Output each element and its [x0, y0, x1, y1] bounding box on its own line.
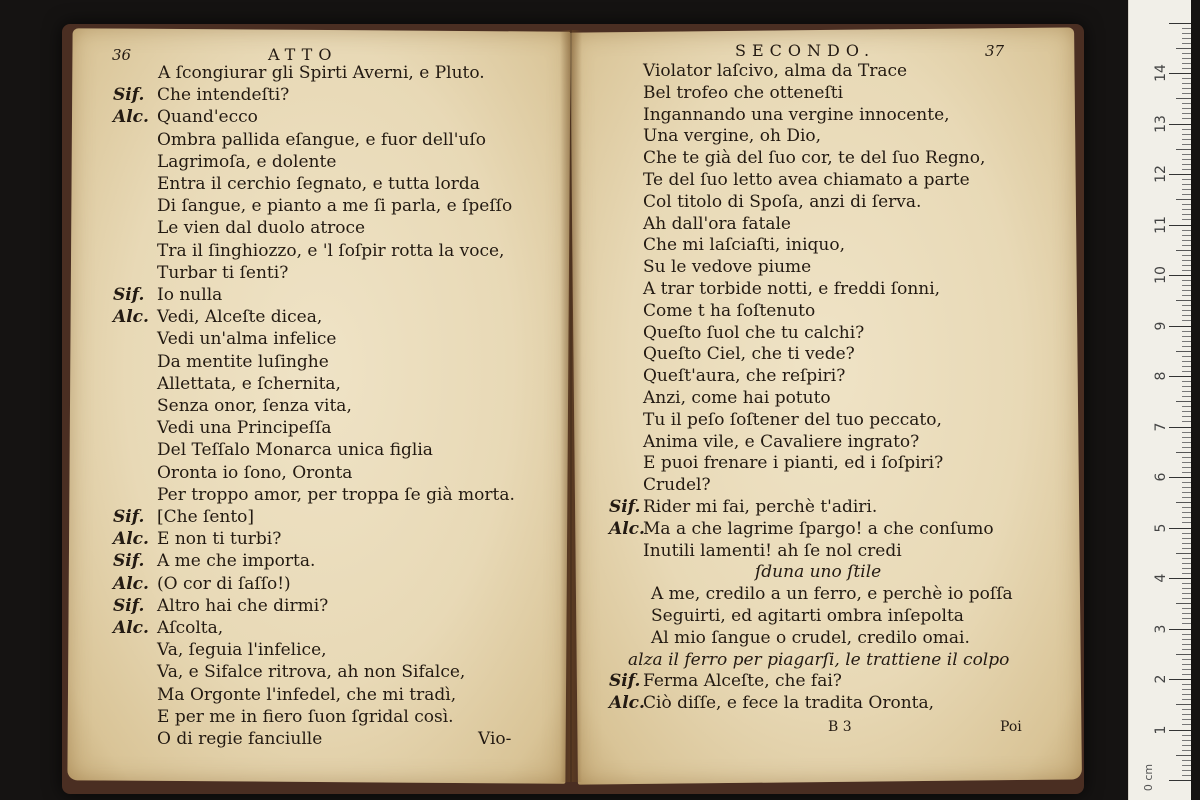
speaker-label: Sif.	[113, 595, 145, 616]
verse-line: Tu il peſo ſoſtener del tuo peccato,	[643, 409, 942, 430]
ruler-tick	[1182, 745, 1191, 746]
ruler-tick	[1182, 118, 1191, 119]
verse-line: Io nulla	[157, 285, 223, 305]
verse-line: Per troppo amor, per troppa ſe già morta.	[157, 484, 515, 505]
ruler-tick	[1182, 134, 1191, 135]
ruler-tick	[1182, 447, 1191, 448]
verse-line: Oronta io ſono, Oronta	[157, 462, 353, 483]
ruler-number: 4	[1153, 573, 1169, 583]
ruler-tick	[1182, 558, 1191, 559]
verse-line: Ombra pallida eſangue, e fuor dell'uſo	[157, 129, 486, 150]
ruler-tick	[1182, 38, 1191, 39]
verse-line: Come t ha ſoſtenuto	[643, 300, 816, 321]
ruler-tick	[1182, 659, 1191, 660]
ruler-tick	[1182, 538, 1191, 539]
ruler-tick	[1169, 730, 1191, 731]
ruler-number: 7	[1153, 422, 1169, 431]
verse-line: Le vien dal duolo atroce	[157, 218, 366, 239]
signature-mark: B 3	[828, 719, 852, 735]
ruler-tick	[1182, 331, 1191, 332]
ruler-tick	[1182, 543, 1191, 544]
ruler-tick	[1176, 654, 1191, 655]
ruler-tick	[1169, 124, 1191, 125]
verse-line: Che te già del ſuo cor, te del ſuo Regno,	[643, 148, 986, 169]
verse-line: Anima vile, e Cavaliere ingrato?	[643, 431, 920, 452]
ruler-tick	[1182, 63, 1191, 64]
ruler-tick	[1182, 740, 1191, 741]
ruler-tick	[1182, 179, 1191, 180]
ruler-tick	[1182, 341, 1191, 342]
ruler-tick	[1182, 593, 1191, 594]
verse-line: Rider mi fai, perchè t'adiri.	[643, 497, 878, 517]
verse-line: Vedi un'alma infelice	[157, 329, 337, 350]
ruler-number: 9	[1153, 321, 1169, 330]
verse-line: Seguirti, ed agitarti ombra inſepolta	[651, 606, 964, 626]
ruler-tick	[1182, 664, 1191, 665]
ruler-tick	[1182, 497, 1191, 498]
ruler-tick	[1169, 225, 1191, 226]
verse-line: Crudel?	[643, 475, 711, 496]
speaker-label: Alc.	[113, 618, 149, 638]
ruler-tick	[1182, 649, 1191, 650]
ruler-tick	[1182, 533, 1191, 534]
verse-line: Bel trofeo che otteneſti	[643, 82, 844, 103]
ruler-tick	[1182, 235, 1191, 236]
ruler-tick	[1182, 639, 1191, 640]
ruler-tick	[1182, 437, 1191, 438]
verse-line: Altro hai che dirmi?	[157, 595, 329, 616]
verse-line: Entra il cerchio ſegnato, e tutta lorda	[157, 174, 480, 194]
verse-line: Che mi laſciaſti, iniquo,	[643, 235, 845, 256]
ruler-tick	[1182, 139, 1191, 140]
verse-line: A ſcongiurar gli Spirti Averni, e Pluto.	[158, 63, 485, 83]
ruler-tick	[1182, 169, 1191, 170]
ruler-tick	[1182, 406, 1191, 407]
ruler-tick	[1182, 775, 1191, 776]
verse-line: Ma a che lagrime ſpargo! a che conſumo	[643, 518, 994, 539]
ruler-tick	[1169, 578, 1191, 579]
ruler-tick	[1169, 528, 1191, 529]
ruler-tick	[1182, 240, 1191, 241]
ruler-tick	[1182, 689, 1191, 690]
ruler-tick	[1182, 320, 1191, 321]
ruler-tick	[1182, 83, 1191, 84]
ruler-tick	[1182, 230, 1191, 231]
ruler-tick	[1182, 371, 1191, 372]
verse-line: Lagrimoſa, e dolente	[157, 151, 337, 172]
ruler-tick	[1182, 159, 1191, 160]
ruler-tick	[1182, 184, 1191, 185]
ruler-tick	[1182, 164, 1191, 165]
ruler-number: 5	[1153, 523, 1169, 532]
ruler-tick	[1182, 58, 1191, 59]
ruler-tick	[1182, 719, 1191, 720]
ruler-tick	[1182, 108, 1191, 109]
verse-line: Ah dall'ora fatale	[643, 213, 791, 234]
verse-line: [Che ſento]	[157, 507, 255, 527]
verse-line: Col titolo di Spoſa, anzi di ſerva.	[643, 191, 922, 212]
ruler-tick	[1176, 553, 1191, 554]
ruler-tick	[1182, 285, 1191, 286]
ruler-tick	[1182, 129, 1191, 130]
ruler-tick	[1182, 457, 1191, 458]
verse-line: Quand'ecco	[157, 107, 258, 128]
ruler-tick	[1176, 250, 1191, 251]
ruler-tick	[1182, 255, 1191, 256]
ruler-number: 10	[1153, 266, 1169, 284]
ruler-tick	[1182, 634, 1191, 635]
ruler-tick	[1182, 204, 1191, 205]
ruler-tick	[1182, 361, 1191, 362]
ruler-tick	[1182, 674, 1191, 675]
ruler-tick	[1182, 608, 1191, 609]
ruler-tick	[1182, 154, 1191, 155]
speaker-label: Sif.	[609, 497, 641, 517]
ruler-tick	[1169, 275, 1191, 276]
ruler-tick	[1176, 98, 1191, 99]
speaker-label: Alc.	[113, 107, 149, 128]
ruler-number: 6	[1153, 472, 1169, 482]
ruler-tick	[1182, 346, 1191, 347]
ruler-tick	[1182, 735, 1191, 736]
ruler-tick	[1182, 78, 1191, 79]
ruler-tick	[1182, 88, 1191, 89]
page-number: 36	[112, 46, 132, 64]
ruler-tick	[1182, 760, 1191, 761]
verse-line: (O cor di ſaſſo!)	[157, 573, 291, 594]
ruler-tick	[1182, 432, 1191, 433]
ruler-tick	[1182, 613, 1191, 614]
verse-line: Turbar ti ſenti?	[157, 262, 289, 283]
verse-line: E puoi frenare i pianti, ed i ſoſpiri?	[643, 453, 944, 474]
ruler-tick	[1176, 603, 1191, 604]
speaker-label: Alc.	[113, 307, 149, 328]
speaker-label: Alc.	[113, 529, 149, 550]
ruler-tick	[1182, 598, 1191, 599]
ruler-number: 12	[1153, 165, 1169, 183]
verse-line: Ciò diſſe, e fece la tradita Oronta,	[643, 693, 935, 714]
ruler-tick	[1176, 199, 1191, 200]
ruler-tick	[1182, 644, 1191, 645]
ruler-tick	[1182, 573, 1191, 574]
verse-line: Aſcolta,	[157, 618, 224, 638]
verse-line: Va, ſeguia l'infelice,	[157, 640, 327, 661]
ruler-tick	[1182, 245, 1191, 246]
verse-line: Vedi, Alceſte dicea,	[157, 307, 323, 328]
ruler-number: 3	[1153, 624, 1169, 633]
ruler-tick	[1182, 583, 1191, 584]
ruler-tick	[1182, 68, 1191, 69]
speaker-label: Alc.	[113, 573, 149, 594]
ruler-tick	[1182, 396, 1191, 397]
ruler-tick	[1182, 699, 1191, 700]
ruler-tick	[1182, 295, 1191, 296]
ruler-tick	[1182, 209, 1191, 210]
verse-line: Senza onor, ſenza vita,	[157, 396, 352, 416]
ruler-tick	[1182, 194, 1191, 195]
ruler-tick	[1182, 563, 1191, 564]
ruler-tick	[1182, 669, 1191, 670]
ruler-tick	[1182, 623, 1191, 624]
measuring-ruler	[1128, 0, 1191, 800]
running-header: SECONDO.	[735, 41, 876, 60]
ruler-tick	[1182, 391, 1191, 392]
ruler-tick	[1176, 149, 1191, 150]
ruler-tick	[1182, 366, 1191, 367]
ruler-tick	[1182, 386, 1191, 387]
stage-direction: alza il ferro per piagarſi, le trattiene il colpo	[628, 649, 1010, 670]
ruler-tick	[1169, 23, 1191, 24]
ruler-tick	[1182, 144, 1191, 145]
ruler-tick	[1182, 618, 1191, 619]
catchword: Vio-	[478, 729, 512, 749]
ruler-tick	[1182, 305, 1191, 306]
verse-line: Anzi, come hai potuto	[643, 388, 831, 408]
ruler-tick	[1182, 381, 1191, 382]
ruler-tick	[1182, 482, 1191, 483]
verse-line: Allettata, e ſchernita,	[157, 373, 341, 394]
ruler-tick	[1182, 714, 1191, 715]
ruler-tick	[1169, 73, 1191, 74]
ruler-tick	[1176, 401, 1191, 402]
ruler-number: 2	[1153, 674, 1169, 684]
verse-line: Queſto ſuol che tu calchi?	[643, 322, 865, 343]
verse-line: Da mentite luſinghe	[157, 351, 329, 372]
ruler-tick	[1182, 290, 1191, 291]
book-gutter	[560, 30, 582, 782]
ruler-tick	[1182, 356, 1191, 357]
ruler-tick	[1169, 376, 1191, 377]
ruler-number: 14	[1153, 64, 1169, 82]
ruler-tick	[1182, 280, 1191, 281]
ruler-tick	[1182, 588, 1191, 589]
ruler-tick	[1182, 568, 1191, 569]
verse-line: Vedi una Principeſſa	[157, 418, 332, 439]
ruler-tick	[1182, 750, 1191, 751]
ruler-tick	[1182, 770, 1191, 771]
ruler-tick	[1176, 452, 1191, 453]
speaker-label: Sif.	[113, 507, 145, 527]
verse-line: Di ſangue, e pianto a me ſi parla, e ſpeſſo	[157, 196, 513, 217]
ruler-tick	[1182, 462, 1191, 463]
verse-line: O di regie fanciulle	[157, 729, 323, 749]
ruler-tick	[1182, 442, 1191, 443]
ruler-tick	[1169, 780, 1191, 781]
verse-line: Inutili lamenti! ah ſe nol credi	[643, 540, 902, 561]
speaker-label: Sif.	[113, 85, 145, 106]
ruler-tick	[1182, 310, 1191, 311]
ruler-tick	[1176, 755, 1191, 756]
ruler-tick	[1182, 765, 1191, 766]
ruler-tick	[1169, 427, 1191, 428]
ruler-tick	[1176, 351, 1191, 352]
verse-line: Una vergine, oh Dio,	[643, 126, 822, 147]
ruler-tick	[1176, 300, 1191, 301]
verse-line: Al mio ſangue o crudel, credilo omai.	[651, 627, 970, 648]
ruler-number: 11	[1153, 215, 1169, 234]
ruler-tick	[1182, 492, 1191, 493]
ruler-tick	[1182, 189, 1191, 190]
ruler-tick	[1182, 265, 1191, 266]
ruler-tick	[1182, 336, 1191, 337]
verse-line: Violator laſcivo, alma da Trace	[643, 61, 908, 81]
ruler-tick	[1169, 477, 1191, 478]
verse-line: A me, credilo a un ferro, e perchè io poſſa	[651, 584, 1013, 605]
page-number: 37	[985, 42, 1005, 60]
verse-line: Ingannando una vergine innocente,	[643, 104, 950, 125]
verse-line: E non ti turbi?	[157, 529, 282, 550]
ruler-number: 13	[1153, 114, 1169, 133]
ruler-tick	[1182, 260, 1191, 261]
verse-line: Tra il ſinghiozzo, e 'l ſoſpir rotta la voce,	[157, 240, 505, 261]
catchword: Poi	[1000, 719, 1022, 735]
ruler-tick	[1182, 517, 1191, 518]
verse-line: A trar torbide notti, e freddi ſonni,	[643, 279, 941, 299]
verse-line: E per me in fiero ſuon ſgridal così.	[157, 706, 454, 727]
ruler-tick	[1182, 472, 1191, 473]
ruler-tick	[1182, 724, 1191, 725]
verse-line: Del Teſſalo Monarca unica figlia	[157, 440, 433, 461]
ruler-tick	[1169, 174, 1191, 175]
stage-direction: ſduna uno ſtile	[755, 562, 882, 583]
ruler-tick	[1182, 709, 1191, 710]
ruler-tick	[1182, 421, 1191, 422]
speaker-label: Sif.	[113, 285, 145, 305]
ruler-tick	[1182, 219, 1191, 220]
ruler-tick	[1169, 629, 1191, 630]
ruler-tick	[1182, 507, 1191, 508]
ruler-tick	[1182, 411, 1191, 412]
verse-line: Che intendeſti?	[157, 85, 290, 106]
ruler-tick	[1182, 512, 1191, 513]
ruler-tick	[1169, 679, 1191, 680]
speaker-label: Alc.	[609, 518, 645, 539]
ruler-number: 1	[1153, 725, 1169, 734]
ruler-tick	[1182, 43, 1191, 44]
ruler-tick	[1182, 53, 1191, 54]
verse-line: Su le vedove piume	[643, 257, 812, 278]
ruler-tick	[1182, 103, 1191, 104]
speaker-label: Sif.	[113, 551, 145, 572]
running-header: ATTO	[268, 45, 338, 64]
verse-line: Ferma Alceſte, che fai?	[643, 671, 842, 692]
speaker-label: Alc.	[609, 693, 645, 714]
verse-line: Va, e Sifalce ritrova, ah non Sifalce,	[157, 662, 466, 683]
ruler-tick	[1176, 502, 1191, 503]
speaker-label: Sif.	[609, 671, 641, 692]
ruler-tick	[1182, 548, 1191, 549]
ruler-tick	[1182, 684, 1191, 685]
ruler-tick	[1182, 33, 1191, 34]
ruler-tick	[1182, 467, 1191, 468]
verse-line: Ma Orgonte l'infedel, che mi tradì,	[157, 684, 457, 705]
verse-line: Queſto Ciel, che ti vede?	[643, 344, 855, 365]
ruler-tick	[1182, 113, 1191, 114]
ruler-tick	[1182, 214, 1191, 215]
ruler-tick	[1182, 270, 1191, 271]
ruler-tick	[1182, 93, 1191, 94]
ruler-number: 8	[1153, 371, 1169, 381]
ruler-tick	[1176, 704, 1191, 705]
ruler-tick	[1182, 522, 1191, 523]
verse-line: Queſt'aura, che reſpiri?	[643, 366, 846, 387]
ruler-tick	[1182, 28, 1191, 29]
ruler-tick	[1176, 48, 1191, 49]
ruler-tick	[1182, 315, 1191, 316]
ruler-unit-label: 0 cm	[1142, 763, 1156, 792]
verse-line: A me che importa.	[157, 551, 316, 572]
ruler-tick	[1182, 694, 1191, 695]
ruler-tick	[1169, 326, 1191, 327]
ruler-tick	[1182, 487, 1191, 488]
ruler-tick	[1182, 416, 1191, 417]
verse-line: Te del ſuo letto avea chiamato a parte	[643, 170, 970, 190]
